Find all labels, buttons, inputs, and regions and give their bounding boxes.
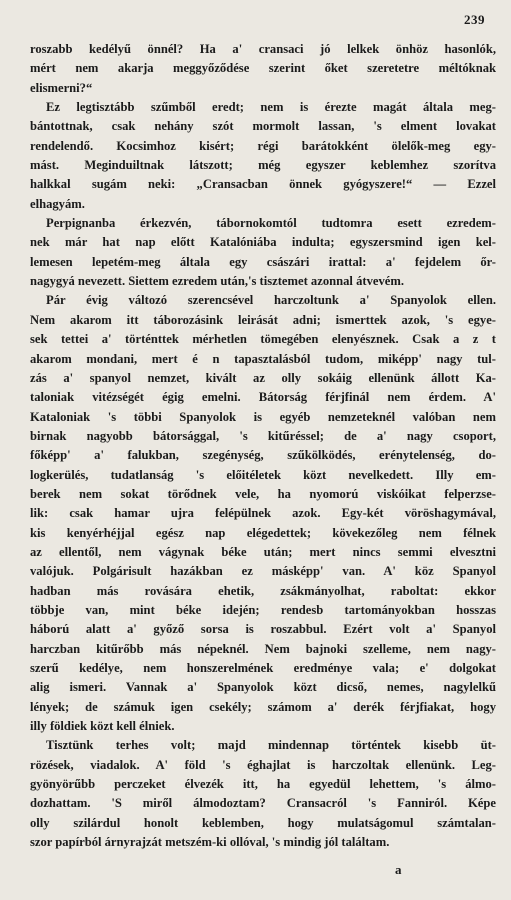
- text-line: hadban más rovására ehetik, zsákmányolhat, raboltat: ekkor: [30, 583, 496, 598]
- text-line: Kataloniak 's többi Spanyolok is egyéb nemzeteknél valóban nem: [30, 409, 496, 424]
- text-line: Perpignanba érkezvén, tábornokomtól tudtomra esett ezredem-: [46, 216, 496, 231]
- text-line: lik: csak hamar ujra felépülnek azok. Egy-két vöröshagymával,: [30, 506, 496, 521]
- text-line: taloniak vitézségét égig emelni. Bátorság férjfinál nem érdem. A': [30, 390, 496, 405]
- text-line: háború alatt a' győző sorsa is roszabbul. Ezért volt a' Spanyol: [30, 622, 496, 637]
- text-line: elhagyám.: [30, 196, 85, 211]
- page-number: 239: [464, 12, 485, 27]
- text-line: szerű kedélye, nem honszerelmének eredménye vala; e' dolgokat: [30, 661, 496, 675]
- text-line: zás a' spanyol nemzet, kivált az olly sokáig ellenünk állott Ka-: [30, 370, 496, 385]
- text-line: főképp' a' falukban, szegénység, szűkölködés, erénytelenség, do-: [30, 448, 496, 463]
- text-line: gyönyörűbb perczeket élvezék itt, ha egyedül lehettem, 's álmo-: [30, 777, 496, 792]
- text-line: roszabb kedélyű önnél? Ha a' cransaci jó lelkek önhöz hasonlók,: [30, 42, 496, 56]
- text-line: az ellentől, nem vágynak béke után; mert nincs semmi elvesztni: [30, 544, 496, 559]
- text-line: illy földiek közt kell élniek.: [30, 719, 175, 734]
- text-line: többje van, mint béke idején; rendesb tartományokban hosszas: [30, 602, 496, 617]
- text-line: Pár évig változó szerencsével harczoltunk a' Spanyolok ellen.: [46, 293, 496, 308]
- text-line: rözések, viadalok. A' föld 's éghajlat is harczoltak ellenünk. Leg-: [30, 757, 496, 772]
- text-line: kis kenyérhéjjal egész nap elégedettek; kövekezőleg nem félnek: [30, 525, 496, 540]
- text-line: szor papírból árnyrajzát metszém-ki ollóval, 's mindig jól találtam.: [30, 835, 390, 850]
- text-line: mást. Meginduiltnak látszott; még egyszer keblemhez szorítva: [30, 158, 496, 173]
- text-line: Tisztünk terhes volt; majd mindennap történtek kisebb üt-: [46, 738, 496, 753]
- text-line: Nem akarom itt táborozásink leirását adni; ismerttek azok, 's egye-: [30, 312, 496, 327]
- text-line: bántottnak, csak nehány szót mormolt lassan, 's elment lovakat: [30, 119, 496, 134]
- text-line: elismerni?“: [30, 80, 93, 95]
- text-line: lények; de számuk igen csekély; számom a' derék férjfiakat, hogy: [30, 699, 496, 714]
- text-line: dozhattam. 'S miről álmodoztam? Cransacról 's Fanniról. Képe: [30, 796, 496, 811]
- text-line: sek tettei a' történttek mérhetlen tömegében elenyésznek. Csak a z t: [30, 332, 496, 347]
- text-line: logkerülés, tudatlanság 's előitéletek közt nevelkedett. Illy em-: [30, 467, 496, 482]
- text-line: alig ismeri. Vannak a' Spanyolok közt dicső, nemes, nagylelkű: [30, 680, 496, 695]
- text-line: valójuk. Polgárisult hazákban ez másképp' van. A' köz Spanyol: [30, 564, 496, 579]
- text-line: olly szilárdul honolt keblemben, hogy mulatságomul számtalan-: [30, 815, 496, 830]
- text-line: halkkal sugám neki: „Cransacban önnek gyógyszere!“ — Ezzel: [30, 177, 496, 192]
- text-line: mért nem akarja meggyőződése szerint őket szeretetre méltóknak: [30, 61, 496, 76]
- text-line: lemesen lepetém-meg általa egy császári irattal: a' fejdelem őr-: [30, 254, 496, 269]
- text-line: birnak nagyobb bátorsággal, 's kitűréssel; de a' nagy csoport,: [30, 428, 496, 443]
- text-line: akarom mondani, mert é n tapasztalásból tudom, miképp' nagy tul-: [30, 351, 496, 366]
- text-line: harczban kitűrőbb más népeknél. Nem bajnoki szelleme, nem nagy-: [30, 641, 496, 656]
- text-line: nek már hat nap előtt Katalóniába indulta; egyszersmind igen kel-: [30, 235, 496, 250]
- signature-mark: a: [395, 862, 402, 877]
- text-line: nagygyá nevezett. Siettem ezredem után,'s tisztemet azonnal átvevém.: [30, 274, 404, 289]
- text-line: rendelendő. Kocsimhoz kisért; régi barátokként ölelők-meg egy-: [30, 138, 496, 153]
- body-text: [30, 40, 496, 852]
- text-line: Ez legtisztább szűmből eredt; nem is érezte magát általa meg-: [46, 100, 496, 115]
- text-line: berek nem sokat törődnek vele, ha nyomorú viskóikat felperzse-: [30, 486, 496, 501]
